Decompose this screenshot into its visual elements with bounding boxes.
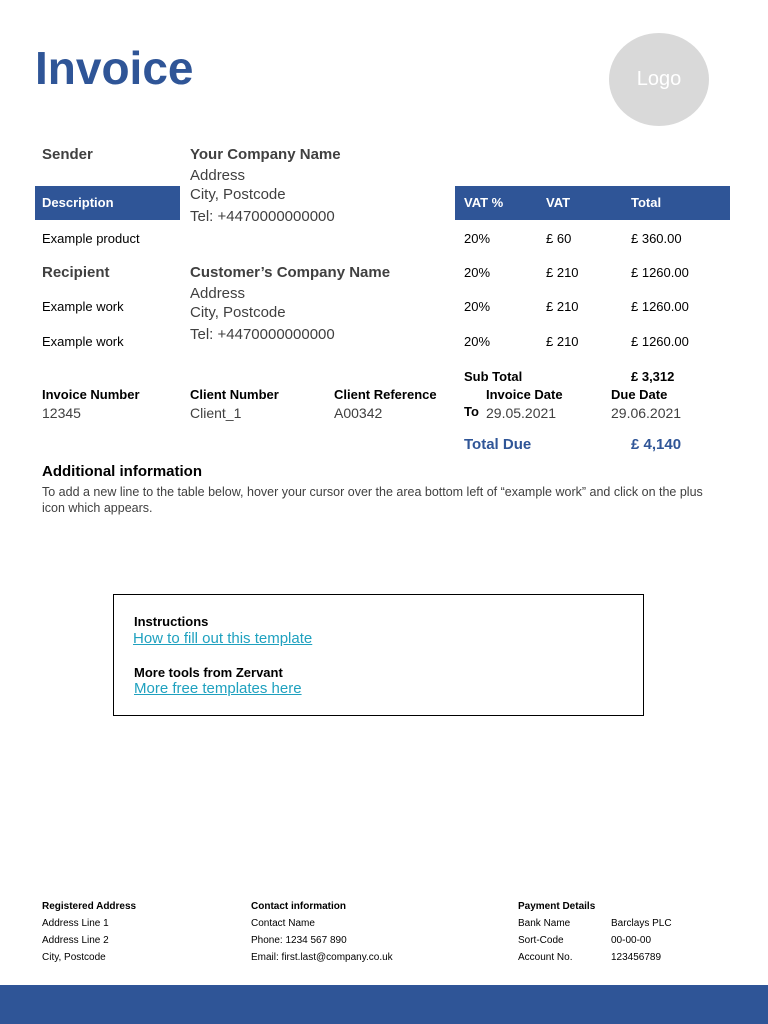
total-partial-label: To — [464, 404, 479, 419]
footer-registered-heading: Registered Address — [42, 901, 137, 912]
recipient-company[interactable]: Customer’s Company Name — [190, 264, 391, 281]
how-to-fill-link[interactable]: How to fill out this template — [133, 630, 313, 647]
row-3-vat-percent[interactable]: 20% — [464, 299, 491, 314]
invoice-date-value[interactable]: 29.05.2021 — [486, 405, 557, 421]
recipient-tel[interactable]: Tel: +4470000000000 — [190, 326, 335, 343]
invoice-title: Invoice — [35, 42, 194, 94]
invoice-date-label: Invoice Date — [486, 387, 563, 402]
row-2-total[interactable]: £ 1260.00 — [631, 265, 689, 280]
footer-contact-email[interactable]: Email: first.last@company.co.uk — [251, 952, 393, 963]
due-date-value[interactable]: 29.06.2021 — [611, 405, 682, 421]
instructions-heading: Instructions — [134, 614, 209, 629]
total-due-value: £ 4,140 — [631, 436, 682, 453]
logo-placeholder: Logo — [609, 33, 709, 126]
subtotal-value: £ 3,312 — [631, 369, 675, 384]
row-1-vat-percent[interactable]: 20% — [464, 231, 491, 246]
client-reference-value[interactable]: A00342 — [334, 405, 383, 421]
additional-info-heading: Additional information — [42, 463, 202, 480]
col-header-description: Description — [42, 195, 114, 210]
row-4-description[interactable]: Example work — [42, 334, 124, 349]
footer-account-value[interactable]: 123456789 — [611, 952, 662, 963]
row-2-vat[interactable]: £ 210 — [546, 265, 579, 280]
footer-registered-line1[interactable]: Address Line 1 — [42, 918, 109, 929]
recipient-address[interactable]: Address — [190, 285, 246, 302]
footer-sort-label: Sort-Code — [518, 935, 564, 946]
row-2-vat-percent[interactable]: 20% — [464, 265, 491, 280]
invoice-number-value[interactable]: 12345 — [42, 405, 81, 421]
row-4-vat[interactable]: £ 210 — [546, 334, 579, 349]
footer-contact-phone[interactable]: Phone: 1234 567 890 — [251, 935, 347, 946]
footer-bank-label: Bank Name — [518, 918, 571, 929]
row-1-description[interactable]: Example product — [42, 231, 140, 246]
client-number-label: Client Number — [190, 387, 279, 402]
more-tools-heading: More tools from Zervant — [134, 665, 283, 680]
footer-account-label: Account No. — [518, 952, 573, 963]
footer-bank-value[interactable]: Barclays PLC — [611, 918, 672, 929]
footer-contact-name[interactable]: Contact Name — [251, 918, 315, 929]
footer-bar — [0, 985, 768, 1024]
subtotal-label: Sub Total — [464, 369, 523, 384]
row-4-vat-percent[interactable]: 20% — [464, 334, 491, 349]
client-number-value[interactable]: Client_1 — [190, 405, 242, 421]
row-4-total[interactable]: £ 1260.00 — [631, 334, 689, 349]
row-3-vat[interactable]: £ 210 — [546, 299, 579, 314]
row-1-vat[interactable]: £ 60 — [546, 231, 572, 246]
col-header-vat: VAT — [546, 195, 571, 210]
footer-sort-value[interactable]: 00-00-00 — [611, 935, 652, 946]
due-date-label: Due Date — [611, 387, 668, 402]
row-1-total[interactable]: £ 360.00 — [631, 231, 682, 246]
sender-tel[interactable]: Tel: +4470000000000 — [190, 208, 335, 225]
recipient-city[interactable]: City, Postcode — [190, 304, 286, 321]
invoice-number-label: Invoice Number — [42, 387, 140, 402]
footer-payment-heading: Payment Details — [518, 901, 596, 912]
additional-info-text[interactable]: To add a new line to the table below, hover your cursor over the area bottom left of “example work” and click on the plus icon which appears. — [42, 485, 703, 515]
col-header-total: Total — [631, 195, 662, 210]
more-templates-link[interactable]: More free templates here — [134, 680, 302, 697]
total-due-label: Total Due — [464, 436, 532, 453]
row-3-total[interactable]: £ 1260.00 — [631, 299, 689, 314]
row-3-description[interactable]: Example work — [42, 299, 124, 314]
footer-contact-heading: Contact information — [251, 901, 346, 912]
sender-company[interactable]: Your Company Name — [190, 146, 341, 163]
col-header-vat-percent: VAT % — [464, 195, 504, 210]
sender-label: Sender — [42, 146, 93, 163]
footer-registered-line3[interactable]: City, Postcode — [42, 952, 106, 963]
sender-city[interactable]: City, Postcode — [190, 186, 286, 203]
sender-address[interactable]: Address — [190, 167, 246, 184]
client-reference-label: Client Reference — [334, 387, 437, 402]
instructions-box — [113, 594, 644, 716]
footer-registered-line2[interactable]: Address Line 2 — [42, 935, 109, 946]
recipient-label: Recipient — [42, 264, 110, 281]
